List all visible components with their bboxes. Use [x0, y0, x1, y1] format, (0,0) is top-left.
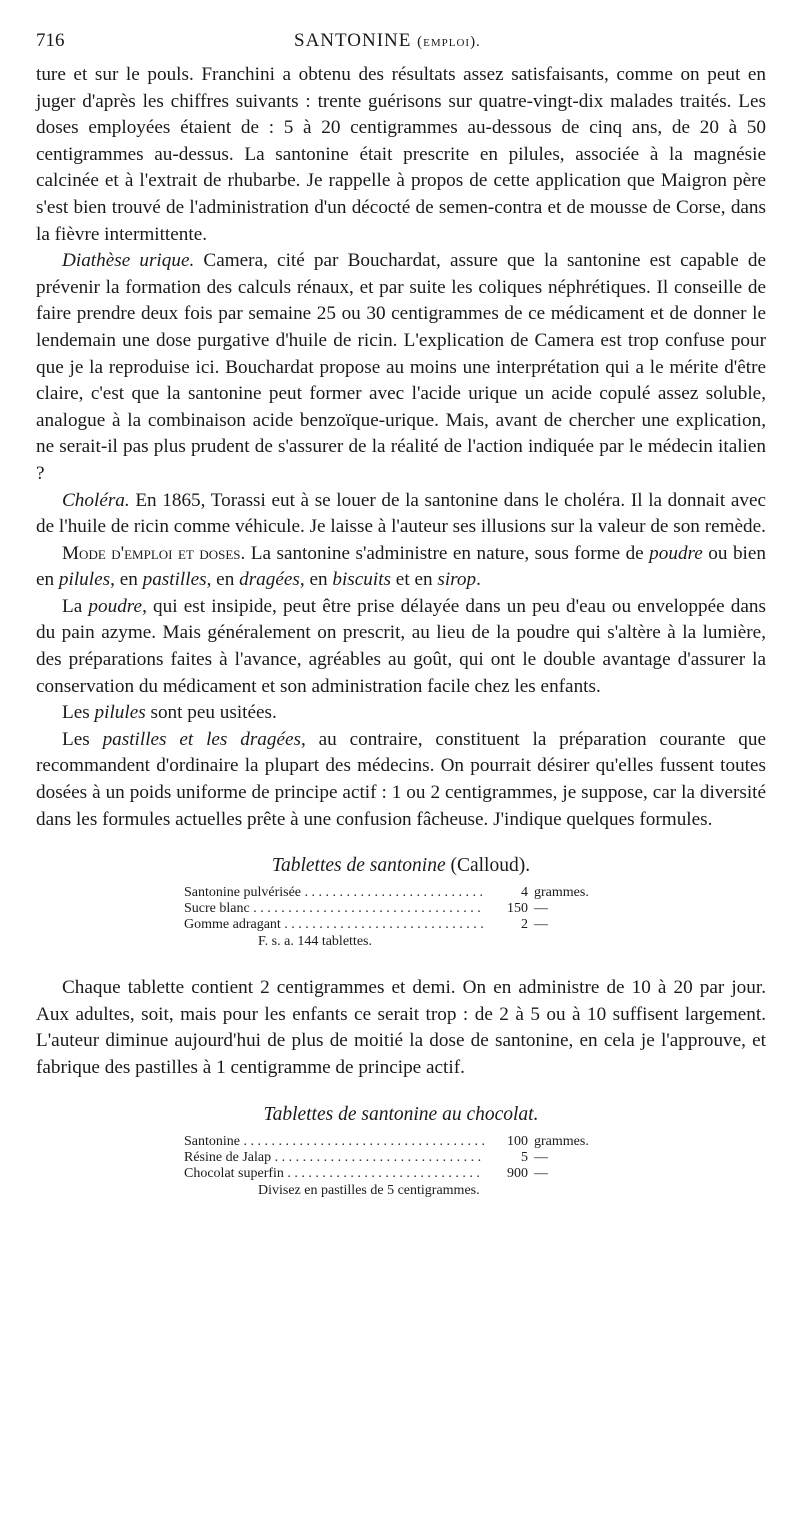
- term-poudre: poudre: [649, 542, 703, 564]
- term-pastilles: pastilles: [142, 569, 207, 591]
- paragraph-uric-text: Camera, cité par Bouchardat, assure que la santonine est capable de prévenir la formation des calculs rénaux, et par suite les coliques néphrétiques. Il conseille de faire prendre deux fois par semaine 25 ou 30 centigrammes de ce médicament et de donner le lendemain une dose purgative d'huile de ricin. L'explication de Camera est trop confuse pour que je la reproduise ici. Bouchardat propose au moins une interprétation qui a le mérite d'être claire, c'est que la santonine peut former avec l'acide urique un acide copulé assez soluble, analogue à la combinaison acide benzoïque-urique. Mais, avant de chercher une explication, ne serait-il pas plus prudent de s'assurer de la réalité de l'action indiquée par le médecin italien ?: [36, 250, 766, 484]
- recipe-quantity: 900: [507, 1165, 528, 1181]
- paragraph-pastilles: [36, 727, 766, 833]
- recipe-unit: —: [534, 901, 548, 917]
- page-number: 716: [36, 30, 65, 51]
- recipe-table-calloud: [184, 885, 624, 951]
- text-fragment: Les: [62, 702, 95, 724]
- recipe-title-chocolat: [36, 1104, 766, 1126]
- recipe-ingredient: Gomme adragant . . .: [184, 917, 484, 933]
- text-fragment: , au contraire, constituent la préparation courante que recommandent d'ordinaire la plupart des médecins. On pourrait désirer qu'elles fussent toutes dosées à un poids uniforme de principe actif : 1 ou 2 centigrammes, je suppose, car la diversité dans les formules actuelles prête à une confusion fâcheuse. J'indique quelques formules.: [36, 728, 767, 830]
- recipe-table-chocolat: [184, 1134, 624, 1200]
- recipe-row: [184, 1166, 624, 1182]
- text-fragment: , en: [299, 569, 333, 591]
- recipe-title-text: Tablettes de santonine: [271, 855, 446, 877]
- recipe-note: Divisez en pastilles de 5 centigrammes.: [258, 1182, 480, 1198]
- term-dragees: dragées: [239, 569, 300, 591]
- recipe-unit: —: [534, 1149, 548, 1165]
- recipe-ingredient: Sucre blanc . . .: [184, 901, 484, 917]
- recipe-note: F. s. a. 144 tablettes.: [258, 934, 372, 950]
- body-text: [36, 62, 766, 833]
- text-fragment: , en: [206, 569, 240, 591]
- recipe-title-suffix: (Calloud).: [445, 855, 531, 877]
- text-fragment: ou bien en: [36, 542, 766, 591]
- text-fragment: Les: [62, 728, 103, 750]
- paragraph-poudre: [36, 594, 766, 700]
- text-fragment: La santonine s'administre en nature, sous forme de: [245, 542, 650, 564]
- text-fragment: La: [62, 595, 89, 617]
- text-fragment: , en: [110, 569, 143, 591]
- recipe-ingredient: Chocolat superfin . . .: [184, 1166, 484, 1182]
- paragraph-uric-diathesis: [36, 248, 766, 487]
- term-pilules: pilules: [94, 702, 146, 724]
- page-header: [36, 26, 766, 62]
- recipe-quantity: 2: [521, 917, 528, 933]
- paragraph-cholera-text: En 1865, Torassi eut à se louer de la santonine dans le choléra. Il la donnait avec de l'huile de ricin comme véhicule. Je laisse à l'auteur ses illusions sur la valeur de son remède.: [36, 489, 766, 538]
- recipe-unit: —: [534, 1165, 548, 1181]
- recipe-ingredient: Santonine pulvérisée . . .: [184, 885, 484, 901]
- text-fragment: sont peu usitées.: [145, 702, 277, 724]
- term-sirop: sirop: [437, 569, 477, 591]
- text-fragment: .: [476, 569, 481, 591]
- recipe-quantity: 100: [507, 1133, 528, 1149]
- paragraph-mode-emploi: [36, 541, 766, 594]
- paragraph-pilules: [36, 700, 766, 727]
- running-head-subtitle: (emploi).: [417, 34, 481, 50]
- recipe-row: [184, 885, 624, 901]
- running-head: [294, 30, 481, 52]
- recipe-row: [184, 917, 624, 933]
- section-label-uric: Diathèse urique.: [62, 250, 195, 272]
- recipe-unit: grammes.: [534, 1133, 589, 1149]
- running-head-title: SANTONINE: [294, 30, 412, 51]
- text-fragment: et en: [391, 569, 438, 591]
- recipe-row: [184, 1150, 624, 1166]
- recipe-title-text: Tablettes de santonine au chocolat.: [263, 1103, 539, 1125]
- paragraph-fever: ture et sur le pouls. Franchini a obtenu des résultats assez satisfaisants, comme on peut en juger d'après les chiffres suivants : trente guérisons sur quatre-vingt-dix malades traités. Les doses employées étaient de : 5 à 20 centigrammes au-dessous de cinq ans, de 20 à 50 centigrammes au-dessus. La santonine était prescrite en pilules, associée à la magnésie calcinée et à l'extrait de rhubarbe. Je rappelle à propos de cette application que Maigron père s'est bien trouvé de l'administration d'un décocté de semen-contra et de mousse de Corse, dans la fièvre intermittente.: [36, 64, 766, 245]
- paragraph-cholera: [36, 488, 766, 541]
- term-poudre: poudre: [88, 595, 143, 617]
- body-text-continued: [36, 975, 766, 1081]
- recipe-quantity: 4: [521, 885, 528, 901]
- recipe-quantity: 150: [507, 901, 528, 917]
- recipe-row: [184, 1134, 624, 1150]
- text-fragment: , qui est insipide, peut être prise délayée dans un peu d'eau ou enveloppée dans du pain azyme. Mais généralement on prescrit, au lieu de la poudre qui s'altère à la lumière, des préparations faites à l'avance, agréables au goût, qui ont le double avantage d'assurer la conservation du médicament et son administration facile chez les enfants.: [36, 595, 766, 697]
- term-biscuits: biscuits: [332, 569, 391, 591]
- recipe-row: [184, 901, 624, 917]
- paragraph-tablette-dose: Chaque tablette contient 2 centigrammes et demi. On en administre de 10 à 20 par jour. Aux adultes, soit, mais pour les enfants ce serait trop : de 2 à 5 ou à 10 suffisent largement. L'auteur diminue aujourd'hui de plus de moitié la dose de santonine, en cela je l'approuve, et fabrique des pastilles à 1 centigramme de principe actif.: [36, 977, 766, 1078]
- recipe-unit: grammes.: [534, 885, 589, 901]
- term-pastilles-dragees: pastilles et les dragées: [102, 728, 301, 750]
- recipe-quantity: 5: [521, 1149, 528, 1165]
- recipe-title-calloud: [36, 855, 766, 877]
- recipe-unit: —: [534, 917, 548, 933]
- recipe-ingredient: Santonine . . .: [184, 1134, 484, 1150]
- term-pilules: pilules: [58, 569, 111, 591]
- section-label-cholera: Choléra.: [62, 489, 130, 511]
- section-label-mode: Mode d'emploi et doses.: [62, 542, 246, 564]
- recipe-ingredient: Résine de Jalap . . .: [184, 1150, 484, 1166]
- book-page: [36, 26, 766, 1200]
